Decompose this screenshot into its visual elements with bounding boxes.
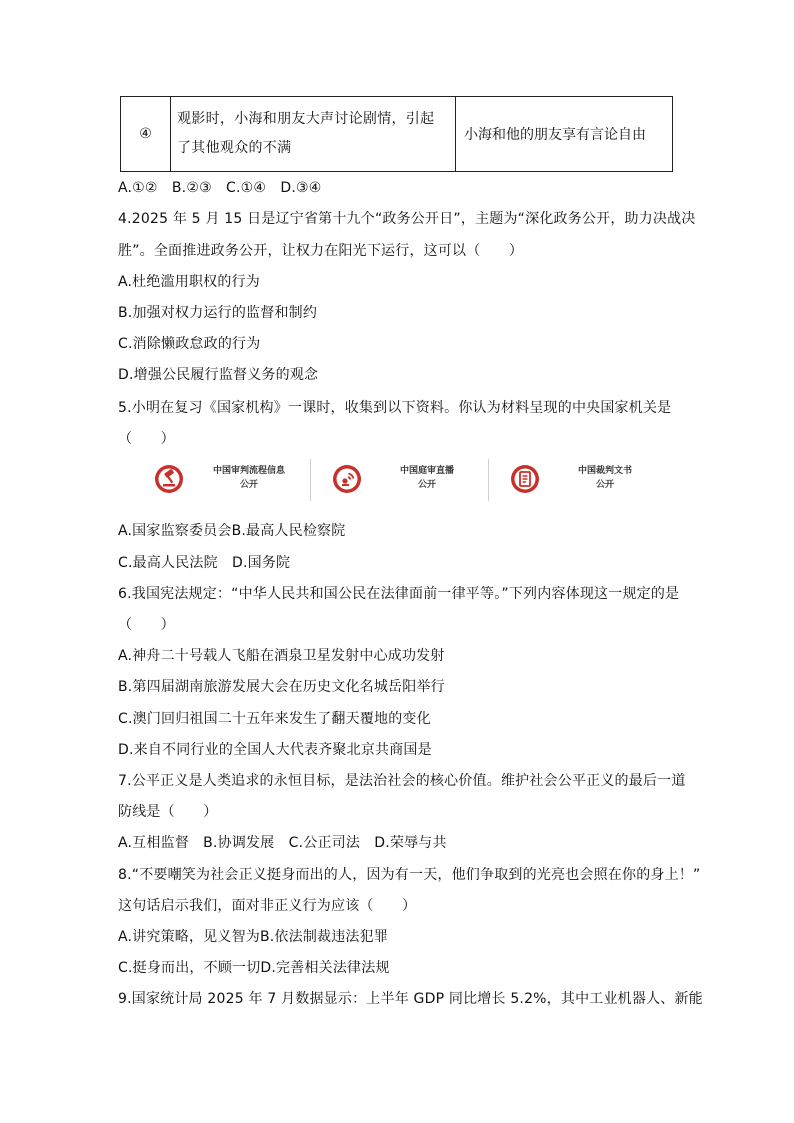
q4-option-d: D.增强公民履行监督义务的观念 <box>118 367 319 383</box>
q3-options: A.①② B.②③ C.①④ D.③④ <box>118 180 322 196</box>
q5-stem-line2: （ ） <box>118 431 175 447</box>
q5-options-ab: A.国家监察委员会B.最高人民检察院 <box>118 523 346 539</box>
q3-table <box>120 96 673 172</box>
q8-stem-line2: 这句话启示我们，面对非正义行为应该（ ） <box>118 898 417 914</box>
q5-options-cd: C.最高人民法院 D.国务院 <box>118 555 291 571</box>
banner-divider <box>488 459 489 501</box>
banner-item-live-hearing <box>314 457 484 503</box>
q6-option-c: C.澳门回归祖国二十五年来发生了翻天覆地的变化 <box>118 711 431 727</box>
banner-item-judgment-docs <box>492 457 662 503</box>
scene-line-1: 观影时，小海和朋友大声讨论剧情，引起 <box>177 111 435 127</box>
q4-stem-line1: 4.2025 年 5 月 15 日是辽宁省第十九个“政务公开日”，主题为“深化政务公开，助力决战决 <box>118 211 696 227</box>
q6-option-b: B.第四届湖南旅游发展大会在历史文化名城岳阳举行 <box>118 679 445 695</box>
q8-options-ab: A.讲究策略，见义智为B.依法制裁违法犯罪 <box>118 929 389 945</box>
q4-option-b: B.加强对权力运行的监督和制约 <box>118 305 318 321</box>
view-cell: 小海和他的朋友享有言论自由 <box>456 97 673 172</box>
banner-label: 中国裁判文书 公开 <box>577 466 632 490</box>
q4-option-a: A.杜绝滥用职权的行为 <box>118 274 260 290</box>
q6-stem-line1: 6.我国宪法规定：“中华人民共和国公民在法律面前一律平等。”下列内容体现这一规定的是 <box>118 586 680 602</box>
q5-stem-line1: 5.小明在复习《国家机构》一课时，收集到以下资料。你认为材料呈现的中央国家机关是 <box>118 400 672 416</box>
banner-label: 中国庭审直播 公开 <box>399 466 454 490</box>
broadcast-icon <box>332 464 362 494</box>
q4-option-c: C.消除懒政怠政的行为 <box>118 336 261 352</box>
row-number: ④ <box>121 97 171 172</box>
q8-stem-line1: 8.“不要嘲笑为社会正义挺身而出的人，因为有一天，他们争取到的光亮也会照在你的身上！” <box>118 867 701 883</box>
q9-stem-line1: 9.国家统计局 2025 年 7 月数据显示：上半年 GDP 同比增长 5.2%，其中工业机器人、新能 <box>118 991 703 1007</box>
q6-option-a: A.神舟二十号载人飞船在酒泉卫星发射中心成功发射 <box>118 648 445 664</box>
q8-options-cd: C.挺身而出，不顾一切D.完善相关法律法规 <box>118 960 390 976</box>
document-icon <box>510 464 540 494</box>
q7-stem-line2: 防线是（ ） <box>118 804 218 820</box>
table-row <box>121 97 673 172</box>
q6-option-d: D.来自不同行业的全国人大代表齐聚北京共商国是 <box>118 742 432 758</box>
q7-stem-line1: 7.公平正义是人类追求的永恒目标，是法治社会的核心价值。维护社会公平正义的最后一道 <box>118 773 686 789</box>
banner-divider <box>310 459 311 501</box>
court-disclosure-banner <box>136 457 676 503</box>
gavel-icon <box>154 464 184 494</box>
banner-label: 中国审判流程信息 公开 <box>212 466 285 490</box>
q6-stem-line2: （ ） <box>118 617 175 633</box>
q7-options: A.互相监督 B.协调发展 C.公正司法 D.荣辱与共 <box>118 835 447 851</box>
scene-cell <box>171 97 456 172</box>
scene-line-2: 了其他观众的不满 <box>177 140 292 156</box>
q4-stem-line2: 胜”。全面推进政务公开，让权力在阳光下运行，这可以（ ） <box>118 243 524 259</box>
banner-item-trial-process <box>136 457 306 503</box>
